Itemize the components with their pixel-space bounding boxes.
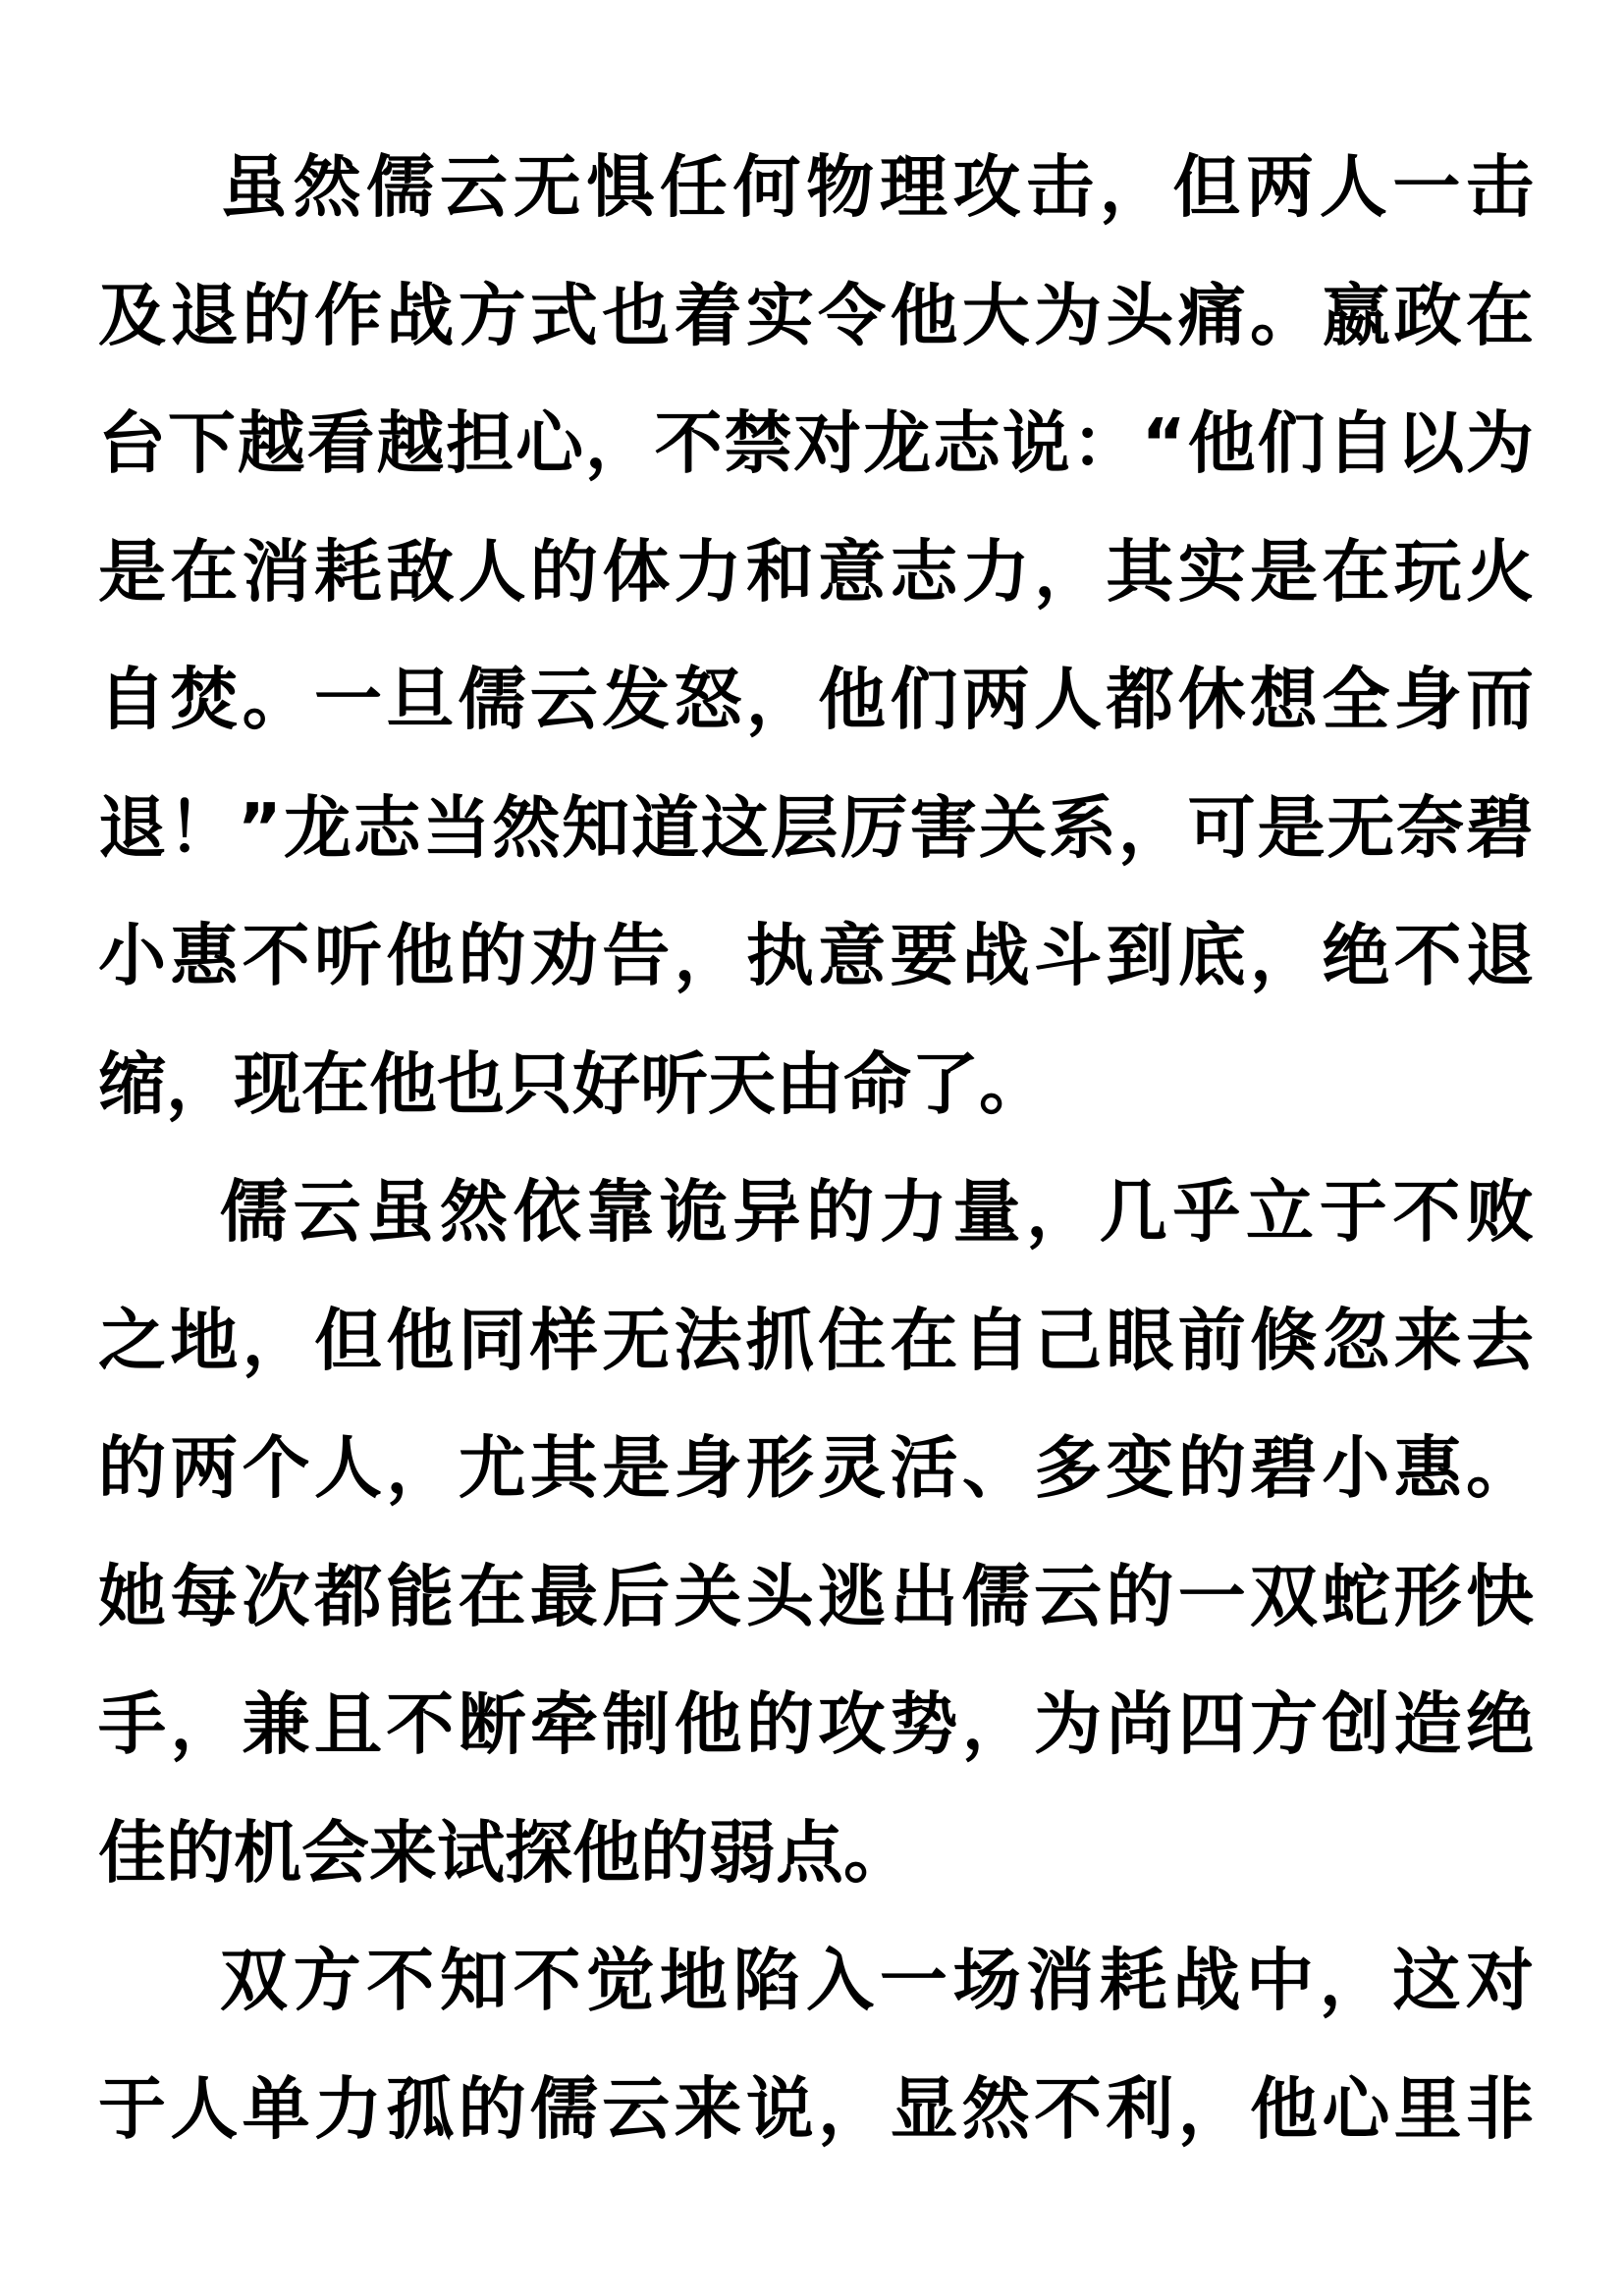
text-line-1: 虽然儒云无惧任何物理攻击，但两人一击 bbox=[220, 148, 1534, 227]
body-text bbox=[98, 124, 1534, 2173]
text-line-3: 台下越看越担心，不禁对龙志说：“他们自以为 bbox=[98, 404, 1534, 483]
text-line-2: 及退的作战方式也着实令他大为头痛。嬴政在 bbox=[98, 276, 1534, 355]
text-line-5: 自焚。一旦儒云发怒，他们两人都休想全身而 bbox=[98, 661, 1534, 739]
text-line-15: 双方不知不觉地陷入一场消耗战中，这对 bbox=[220, 1942, 1534, 2020]
text-line-14: 佳的机会来试探他的弱点。 bbox=[98, 1813, 911, 1893]
text-line-6: 退！”龙志当然知道这层厉害关系，可是无奈碧 bbox=[98, 788, 1534, 868]
text-line-9: 儒云虽然依靠诡异的力量，几乎立于不败 bbox=[220, 1173, 1534, 1252]
text-line-16: 于人单力孤的儒云来说，显然不利，他心里非 bbox=[98, 2069, 1534, 2149]
text-line-13: 手，兼且不断牵制他的攻势，为尚四方创造绝 bbox=[98, 1685, 1534, 1764]
text-line-8: 缩，现在他也只好听天由命了。 bbox=[98, 1044, 1047, 1124]
text-line-10: 之地，但他同样无法抓住在自己眼前倏忽来去 bbox=[98, 1301, 1534, 1380]
text-line-4: 是在消耗敌人的体力和意志力，其实是在玩火 bbox=[98, 532, 1534, 612]
text-line-12: 她每次都能在最后关头逃出儒云的一双蛇形快 bbox=[98, 1557, 1534, 1636]
text-line-7: 小惠不听他的劝告，执意要战斗到底，绝不退 bbox=[98, 917, 1534, 995]
text-line-11: 的两个人，尤其是身形灵活、多变的碧小惠。 bbox=[98, 1429, 1534, 1508]
